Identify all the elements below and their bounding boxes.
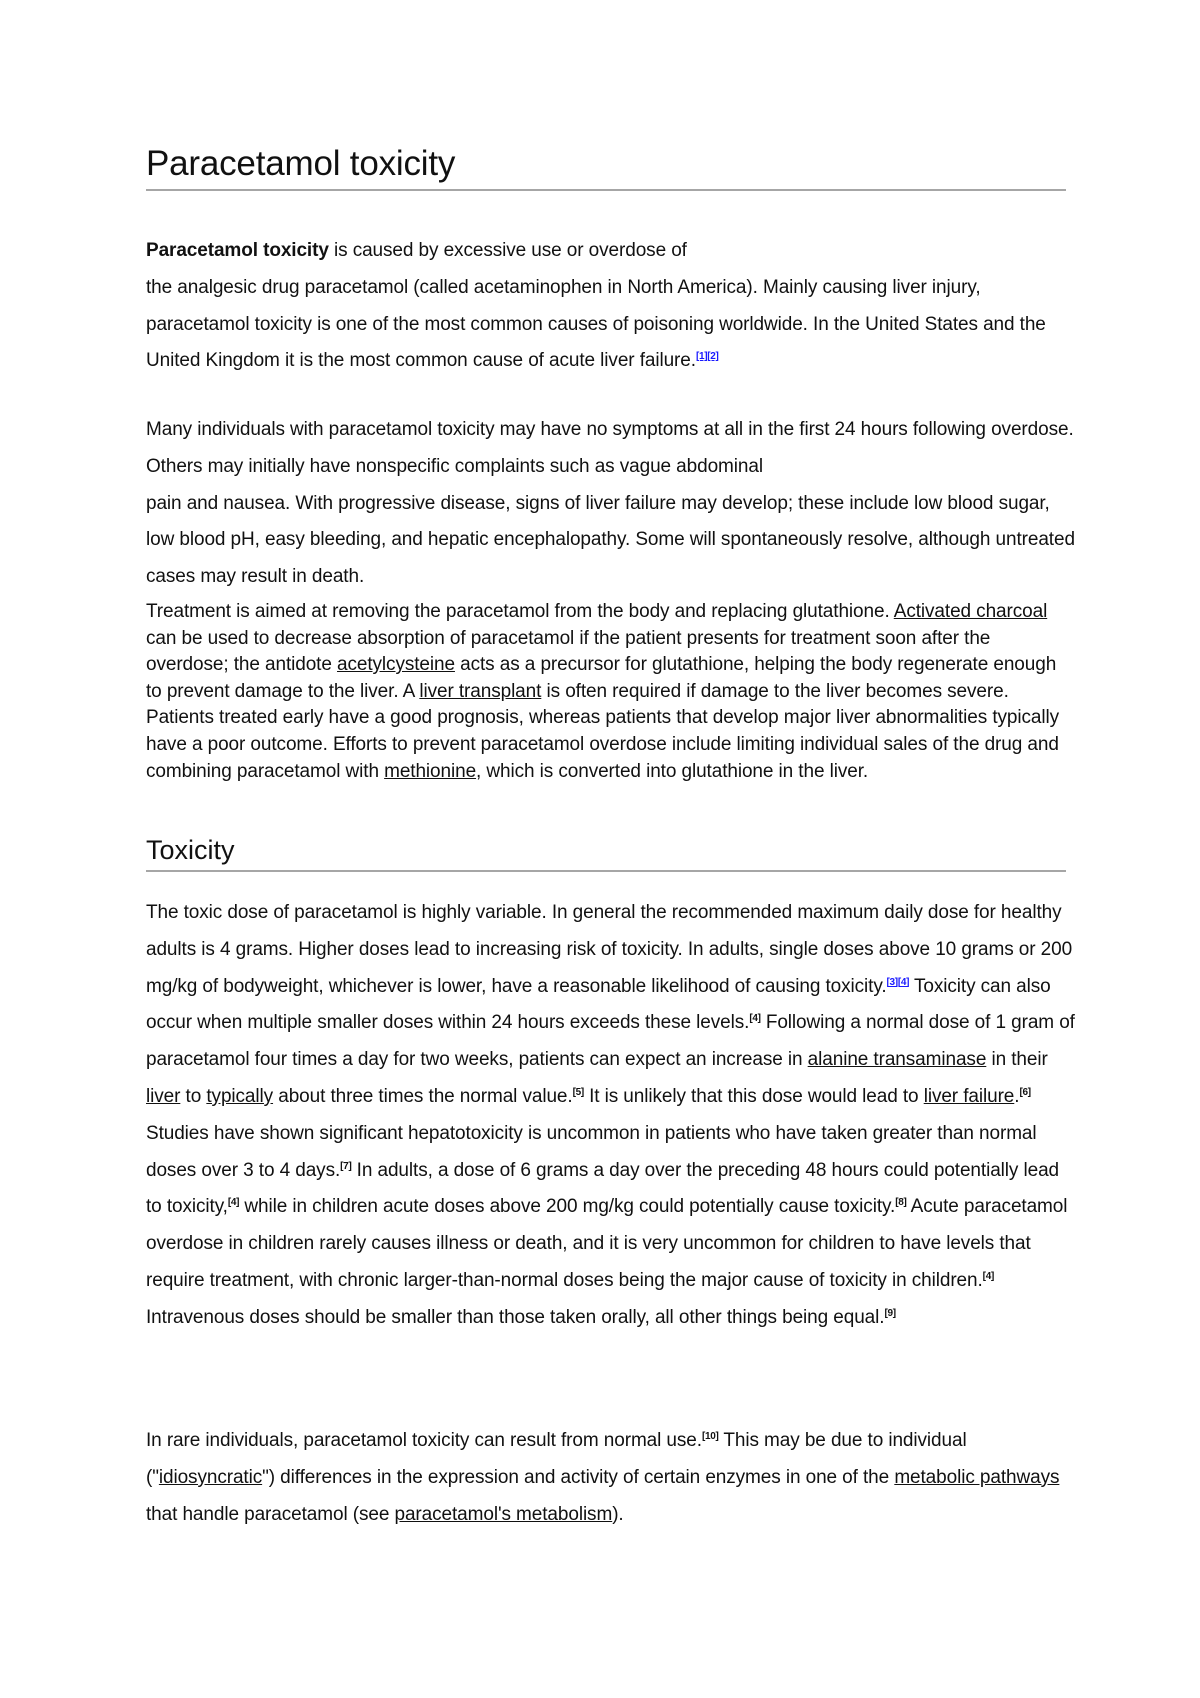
link-liver[interactable]: liver [146,1085,181,1107]
citation-link[interactable]: [10] [701,1431,719,1442]
text: while in children acute doses above 200 mg/kg could potentially cause toxicity. [239,1196,896,1218]
link-liver-failure[interactable]: liver failure [923,1085,1015,1107]
link-idiosyncratic[interactable]: idiosyncratic [158,1466,263,1488]
toxicity-paragraph-2 [146,1423,1076,1533]
text: Many individuals with paracetamol toxicity may have no symptoms at all in the first 24 hours following overdose. Others may initially have nonspecific complaints such as vague abdominal [146,419,1074,477]
text: Acute paracetamol overdose in children rarely causes illness or death, and it is very uncommon for children to have levels that require treatment, with chronic larger-than-normal doses being the major cause of toxicity in children. [146,1196,1068,1291]
link-methionine[interactable]: methionine [384,760,477,782]
text: the analgesic drug paracetamol (called acetaminophen in North America). Mainly causing liver injury, paracetamol toxicity is one of the most common causes of poisoning worldwide. In the United States and the United Kingdom it is the most common cause of acute liver failure. [146,276,1046,372]
text: ") differences in the expression and activity of certain enzymes in one of the [262,1466,895,1488]
text: Following a normal dose of 1 gram of paracetamol four times a day for two weeks, patients can expect an increase in [146,1012,1075,1071]
text: The toxic dose of paracetamol is highly variable. In general the recommended maximum daily dose for healthy adults is 4 grams. Higher doses lead to increasing risk of toxicity. In adults, single doses above 10 grams or 200 mg/kg of bodyweight, whichever is lower, have a reasonable likelihood of causing toxicity. [146,902,1073,997]
citation-link[interactable]: [1][2] [695,351,719,363]
text: Studies have shown significant hepatotoxicity is uncommon in patients who have taken greater than normal doses over 3 to 4 days. [146,1122,1037,1181]
intro-paragraph-2 [146,412,1076,596]
citation-link[interactable]: [4] [982,1270,994,1282]
text: Toxicity can also occur when multiple smaller doses within 24 hours exceeds these levels. [146,975,1051,1034]
citation-link[interactable]: [9] [884,1307,896,1319]
intro-paragraph-1 [146,233,1076,380]
text: to [180,1085,207,1107]
text: , which is converted into glutathione in the liver. [476,760,869,782]
text: Intravenous doses should be smaller than those taken orally, all other things being equal. [146,1306,885,1328]
text: is caused by excessive use or overdose of [328,240,687,261]
link-typically[interactable]: typically [206,1085,274,1107]
text: can be used to decrease absorption of paracetamol if the patient presents for treatment soon after the overdose; the antidote [146,627,991,676]
text: . [1014,1085,1020,1107]
citation-link[interactable]: [8] [895,1197,907,1209]
link-activated-charcoal[interactable]: Activated charcoal [893,601,1048,622]
citation-link[interactable]: [3][4] [886,976,910,988]
text: In adults, a dose of 6 grams a day over the preceding 48 hours could potentially lead to toxicity, [146,1159,1060,1218]
link-liver-transplant[interactable]: liver transplant [419,680,542,702]
intro-paragraph-3 [146,599,1076,785]
toxicity-paragraph-1 [146,895,1076,1337]
text: about three times the normal value. [273,1085,573,1107]
text: In rare individuals, paracetamol toxicity can result from normal use. [146,1430,702,1451]
text: acts as a precursor for glutathione, helping the body regenerate enough to prevent damage to the liver. A [146,654,1057,702]
citation-link[interactable]: [7] [340,1160,352,1172]
link-acetylcysteine[interactable]: acetylcysteine [337,654,455,676]
text: ). [612,1503,624,1525]
citation-link[interactable]: [4] [749,1013,761,1025]
text: is often required if damage to the liver becomes severe. Patients treated early have a good prognosis, whereas patients that develop major liver abnormalities typically have a poor outcome. Efforts to prevent paracetamol overdose include limiting individual sales of the drug and combining paracetamol with [146,680,1060,782]
bold-term: Paracetamol toxicity [146,240,329,261]
section-heading-toxicity: Toxicity [146,832,1066,872]
link-alanine-transaminase[interactable]: alanine transaminase [807,1049,987,1071]
text: This may be due to individual (" [146,1430,967,1488]
link-metabolic-pathways[interactable]: metabolic pathways [894,1466,1060,1488]
citation-link[interactable]: [6] [1019,1086,1031,1098]
text: Treatment is aimed at removing the paracetamol from the body and replacing glutathione. [146,601,894,622]
link-paracetamol-metabolism[interactable]: paracetamol's metabolism [394,1503,613,1525]
text: that handle paracetamol (see [146,1503,395,1525]
text: pain and nausea. With progressive disease, signs of liver failure may develop; these include low blood sugar, low blood pH, easy bleeding, and hepatic encephalopathy. Some will spontaneously resolve, although untreated cases may result in death. [146,492,1075,588]
citation-link[interactable]: [5] [572,1086,584,1098]
text: in their [986,1049,1048,1071]
citation-link[interactable]: [4] [227,1197,240,1209]
page-title: Paracetamol toxicity [146,142,1066,191]
text: It is unlikely that this dose would lead to [583,1085,924,1107]
